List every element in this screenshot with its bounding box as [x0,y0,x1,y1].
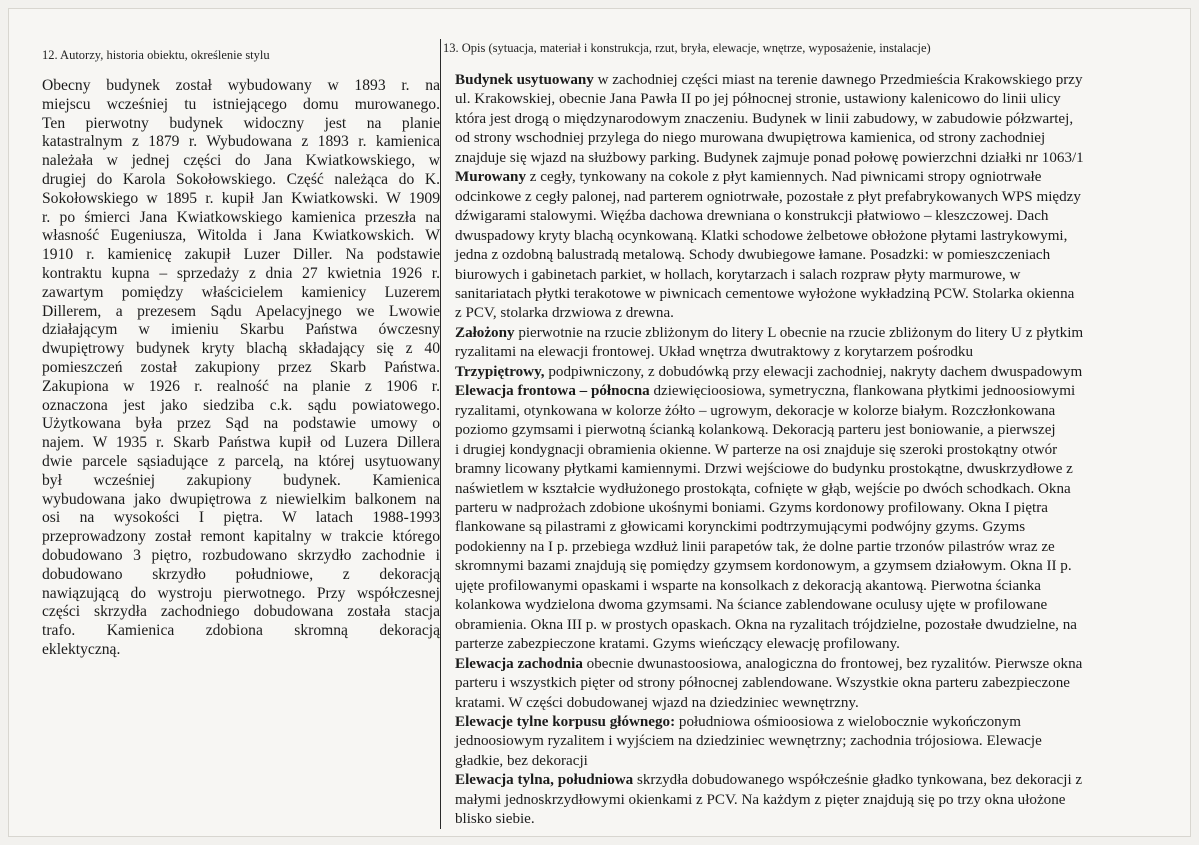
text-line: Obecny budynek został wybudowany w 1893 r. na [42,77,440,94]
text-line: Ten pierwotny budynek widoczny jest na planie [42,114,440,132]
text-line [443,596,1199,615]
text-line: miejscu wcześniej tu istniejącego domu murowanego. [42,95,440,113]
text-line [443,577,1199,596]
bold-lead: Trzypiętrowy, [455,363,545,380]
line-text: odcinkowe z cegły palonej, nad parterem ogniotrwałe, pozostałe z płyt prefabrykowanych WPS między [455,188,1081,205]
text-line: osi na wysokości I piętra. W latach 1988-1993 [42,509,440,527]
line-text: biurowych i gabinetach parkiet, w hollach, korytarzach i salach rozpraw płyty marmurowe, w [455,266,1021,283]
section-12-body [42,77,440,660]
line-text: parteru i wszystkich pięter od strony północnej zablendowane. Wszystkie okna parteru zabezpieczone [455,675,1070,692]
section-13-heading: 13. Opis (sytuacja, materiał i konstrukcja, rzut, bryła, elewacje, wnętrze, wyposażenie, instalacje) [443,41,931,55]
line-text: bramny licowany płytkami kamiennymi. Drzwi wejściowe do budynku prostokątne, dwuskrzydłowe z [455,461,1073,478]
line-text: obramienia. Okna III p. w prostych opaskach. Okna na ryzalitach trójdzielne, pozostałe dwudzielne, na [455,616,1077,633]
text-line: Dillerem, a prezesem Sądu Apelacyjnego we Lwowie [42,302,440,320]
document-page [8,8,1191,837]
line-text: ryzalitami, otynkowana w kolorze żółto – ugrowym, dekoracje w kolorze białym. Rozczłonkowana [455,402,1056,419]
text-line [443,732,1199,751]
text-line: wybudowana jako dwupiętrowa z niewielkim balkonem na [42,490,440,508]
text-line: części skrzydła zachodniego dobudowana została stacja [42,603,440,621]
text-line [443,246,1199,265]
text-line [443,752,1199,771]
column-divider [440,39,441,829]
line-text: obecnie dwunastoosiowa, analogiczna do frontowej, bez ryzalitów. Pierwsze okna [582,655,1083,672]
text-line [443,538,1199,557]
text-line: eklektyczną. [42,640,121,658]
text-line [443,71,1199,90]
text-line [443,810,1199,829]
text-line [443,90,1199,109]
text-line [443,655,1199,674]
text-line: trafo. Kamienica zdobiona skromną dekoracją [42,622,440,640]
line-text: jedna z ozdobną balustradą metalową. Schody dwubiegowe łamane. Posadzki: w pomieszczeniach [455,247,1051,264]
text-line: Sokołowskiego w 1895 r. kupił Jan Kwiatkowski. W 1909 [42,189,440,207]
text-line: własność Eugeniusza, Witolda i Jana Kwiatkowskich. W [42,227,440,245]
line-text: i drugiej kondygnacji obramienia okienne. W parterze na osi znajduje się szeroki prostokątny otwór [455,441,1058,458]
bold-lead: Założony [455,324,515,341]
bold-lead: Murowany [455,169,527,186]
text-line: był wcześniej zakupiony budynek. Kamienica [42,471,440,489]
text-line: pomieszczeń został zakupiony przez Skarb Państwa. [42,358,440,376]
text-line [443,285,1199,304]
text-line: należała w jednej części do Jana Kwiatkowskiego, w [42,152,440,170]
line-text: kratami. W części dobudowanej wjazd na dziedziniec wewnętrzny. [455,694,859,711]
text-line [443,363,1199,382]
section-12-heading: 12. Autorzy, historia obiektu, określenie stylu [42,48,270,62]
text-line: drugiej do Karola Sokołowskiego. Część należąca do K. [42,170,440,188]
text-line: działającym w imieniu Skarbu Państwa ówczesny [42,321,440,339]
text-line [443,110,1199,129]
text-line [443,227,1199,246]
text-line: Zakupiona w 1926 r. realność na planie z 1906 r. [42,377,440,395]
text-line [443,441,1199,460]
text-line [443,713,1199,732]
text-line [443,635,1199,654]
text-line [443,499,1199,518]
text-line [443,149,1199,168]
text-line [443,518,1199,537]
text-line [443,791,1199,810]
line-text: dźwigarami stalowymi. Więźba dachowa drewniana o konstrukcji płatwiowo – kleszczowej. Dach [455,208,1049,225]
text-line: dobudowano 3 piętro, rozbudowano skrzydło zachodnie i [42,546,440,564]
text-line [443,343,1199,362]
line-text: gładkie, bez dekoracji [455,752,588,769]
text-line [443,382,1199,401]
text-line [443,129,1199,148]
line-text: blisko siebie. [455,811,535,828]
line-text: poziomo gzymsami i pierwotną ścianką kolankową. Dekoracją parteru jest boniowanie, a pierwszej [455,422,1056,439]
text-line [443,266,1199,285]
line-text: ryzalitami na elewacji frontowej. Układ wnętrza dwutraktowy z korytarzem pośrodku [455,344,974,361]
text-line [443,168,1199,187]
text-line: 1910 r. kamienicę zakupił Luzer Diller. Na podstawie [42,246,440,264]
line-text: ul. Krakowskiej, obecnie Jana Pawła II po jej północnej stronie, ustawiony kalenicowo do linii ulicy [455,91,1061,108]
line-text: małymi jednoskrzydłowymi okienkami z PCV. Na każdym z pięter znajdują się po trzy okna ułożone [455,791,1066,808]
line-text: ujęte profilowanymi opaskami i wsparte na konsolkach z dekoracją akantową. Pierwotna ścianka [455,577,1041,594]
text-line: nawiązującą do wystroju pierwotnego. Przy współczesnej [42,584,440,602]
section-13-column [443,41,1199,830]
line-text: jednoosiowym ryzalitem i wyjściem na dziedziniec wewnętrzny; zachodnia trójosiowa. Elewacje [455,733,1042,750]
text-line [443,616,1199,635]
line-text: która jest drogą o międzynarodowym znaczeniu. Budynek w linii zabudowy, w zabudowie półzwartej, [455,110,1074,127]
line-text: naświetlem w kształcie wydłużonego prostokąta, cofnięte w głąb, wejście po dwóch schodkach. Okna [455,480,1071,497]
line-text: z PCV, stolarka drzwiowa z drewna. [455,305,674,322]
bold-lead: Elewacja tylna, południowa [455,772,634,789]
text-line [443,771,1199,790]
section-13-body [443,71,1199,830]
text-line: Użytkowana była przez Sąd na podstawie umowy o [42,415,440,433]
line-text: od strony wschodniej przylega do niego murowana dwupiętrowa kamienica, od strony zachodniej [455,130,1046,147]
text-line [443,402,1199,421]
line-text: podokienny na I p. przebiega wzdłuż linii parapetów tak, że dolne partie trzonów pilastrów wraz ze [455,538,1055,555]
text-line: kontraktu kupna – sprzedaży z dnia 27 kwietnia 1926 r. [42,264,440,282]
line-text: dziewięcioosiowa, symetryczna, flankowana płytkimi jednoosiowymi [649,383,1076,400]
line-text: skrzydła dobudowanego współcześnie gładko tynkowana, bez dekoracji z [633,772,1083,789]
text-line: katastralnym z 1879 r. Wybudowana z 1893 r. kamienica [42,133,440,151]
line-text: podpiwniczony, z dobudówką przy elewacji zachodniej, nakryty dachem dwuspadowym [544,363,1083,380]
text-line: dwupiętrowy budynek kryty blachą składający się z 40 [42,340,440,358]
text-line [443,304,1199,323]
bold-lead: Elewacje tylne korpusu głównego: [455,713,676,730]
text-line [443,480,1199,499]
text-line: oznaczona jest jako siedziba c.k. sądu powiatowego. [42,396,440,414]
line-text: parterze zabezpieczone kratami. Gzyms wieńczący elewację profilowany. [455,636,900,653]
bold-lead: Elewacja frontowa – północna [455,383,650,400]
text-line: dobudowano skrzydło południowe, z dekoracją [42,565,440,583]
line-text: w zachodniej części miast na terenie dawnego Przedmieścia Krakowskiego przy [593,72,1083,88]
text-line: najem. W 1935 r. Skarb Państwa kupił od Luzera Dillera [42,434,440,452]
text-line: zawartym pomiędzy właścicielem kamienicy Luzerem [42,283,440,301]
text-line: dwie parcele sąsiadujące z parcelą, na której usytuowany [42,452,440,470]
line-text: flankowane są pilastrami z głowicami korynckimi podtrzymującymi podwójny gzyms. Gzyms [455,519,1026,536]
text-line [443,460,1199,479]
text-line: r. po śmierci Jana Kwiatkowskiego kamienica przeszła na [42,208,440,226]
text-line [443,207,1199,226]
section-12-column [42,48,440,660]
line-text: skromnymi bazami znajdują się pomiędzy gzymsem kordonowym, a gzymsem działowym. Okna II p. [455,558,1072,575]
text-line [443,188,1199,207]
text-line [443,694,1199,713]
line-text: dwuspadowy kryty blachą ocynkowaną. Klatki schodowe żelbetowe obłożone płytami lastrykowymi, [455,227,1068,244]
bold-lead: Budynek usytuowany [455,72,594,88]
line-text: parteru w nadprożach zdobione ukośnymi boniami. Gzyms kordonowy profilowany. Okna I piętra [455,499,1048,516]
text-line [443,557,1199,576]
line-text: południowa ośmioosiowa z wielobocznie wykończonym [675,713,1021,730]
line-text: kolankowa wydzielona dwoma gzymsami. Na ściance zablendowane oculusy ujęte w profilowane [455,597,1048,614]
text-line [443,324,1199,343]
line-text: z cegły, tynkowany na cokole z płyt kamiennych. Nad piwnicami stropy ogniotrwałe [526,169,1042,186]
text-line [443,674,1199,693]
bold-lead: Elewacja zachodnia [455,655,583,672]
line-text: sanitariatach płytki terakotowe w piwnicach cementowe wyłożone wykładziną PCW. Stolarka okienna [455,285,1075,302]
line-text: pierwotnie na rzucie zbliżonym do litery L obecnie na rzucie zbliżonym do litery U z płytkim [514,324,1084,341]
line-text: znajduje się wjazd na służbowy parking. Budynek zajmuje ponad połowę powierzchni działki nr 1063/1 [455,149,1084,166]
text-line: przeprowadzony został remont kapitalny w trakcie którego [42,528,440,546]
text-line [443,421,1199,440]
